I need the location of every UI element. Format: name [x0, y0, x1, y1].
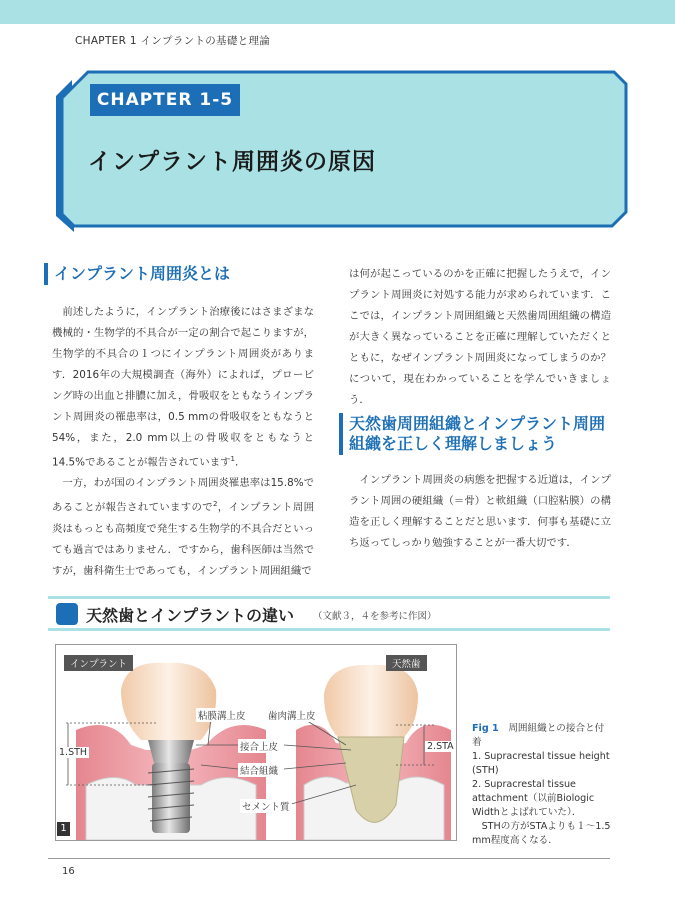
section-heading-line: 天然歯周囲組織とインプラント周囲 [349, 414, 606, 433]
running-head: CHAPTER 1 インプラントの基礎と理論 [75, 35, 271, 47]
paragraph-text: ，インプラント周囲炎はもっとも高頻度で発生する生物学的不具合だといっても過言ではありません．ですから，歯科医師は当然ですが，歯科衛生士であっても，インプラント周囲組織で [52, 501, 315, 577]
gingival-sulcus-label: 歯肉溝上皮 [266, 708, 318, 722]
figure-rule [48, 596, 610, 599]
left-column [52, 302, 314, 582]
figure-title: 天然歯とインプラントの違い [86, 606, 295, 625]
page-number: 16 [62, 866, 75, 877]
natural-tooth-tag: 天然歯 [386, 655, 427, 671]
section-heading [349, 414, 605, 454]
figure-square-icon [56, 603, 78, 625]
chapter-label: CHAPTER 1-5 [90, 84, 240, 116]
footer-rule [48, 858, 610, 859]
figure-illustration [55, 644, 457, 841]
implant-tag: インプラント [64, 655, 133, 671]
right-column [349, 264, 611, 411]
sth-label: 1.STH [59, 747, 88, 758]
section-marker [44, 263, 48, 285]
paragraph-text: ． [234, 456, 246, 469]
connective-tissue-label: 結合組織 [238, 763, 280, 777]
figure-caption [472, 722, 612, 848]
paragraph-text: 一方，わが国のインプラント周囲炎罹患率は15.8%であることが報告されていますので [52, 477, 314, 514]
caption-fig-label: Fig 1 [472, 723, 499, 734]
cementum-label: セメント質 [240, 799, 292, 813]
sta-label: 2.STA [427, 741, 454, 752]
chapter-box [0, 0, 675, 240]
chapter-title: インプラント周囲炎の原因 [88, 149, 376, 175]
caption-heading [472, 722, 612, 750]
section-heading-line: 組織を正しく理解しましょう [349, 434, 558, 453]
caption-note: STHの方がSTAよりも１〜1.5 mm程度高くなる． [472, 821, 611, 846]
paragraph-text: 前述したように，インプラント治療後にはさまざまな機械的・生物学的不具合が一定の割合で起こりますが，生物学的不具合の１つにインプラント周囲炎があります．2016年の大規模調査（海外）によれば，プロービング時の出血と排膿に加え，骨吸収をともなうインプラント周囲炎の罹患率は，0.5 mmの骨吸収をともなうと54%，また，2.0 mm以上の骨吸収をともなうと14.5%であることが報告されています [52, 306, 314, 469]
caption-item: 2. Supracrestal tissue attachment（以前Biologic Widthとよばれていた）． [472, 779, 595, 818]
caption-item: 1. Supracrestal tissue height (STH) [472, 751, 610, 776]
reference-mark: 2 [212, 500, 218, 509]
reference-mark: 1 [230, 455, 235, 463]
figure-number: 1 [57, 822, 70, 836]
paragraph: インプラント周囲炎の病態を把握する近道は，インプラント周囲の硬組織（＝骨）と軟組織（口腔粘膜）の構造を正しく理解することだと思います．何事も基礎に立ち返ってしっかり勉強することが一番大切です． [349, 474, 611, 549]
figure-reference: （文献３，４を参考に作図） [313, 611, 437, 622]
mucosal-sulcus-label: 粘膜溝上皮 [196, 708, 248, 722]
paragraph [52, 302, 314, 473]
caption-title: 周囲組織との接合と付着 [472, 723, 605, 748]
paragraph [52, 473, 314, 581]
right-column-2 [349, 470, 611, 554]
section-heading: インプラント周囲炎とは [54, 264, 231, 283]
figure-rule [48, 628, 610, 631]
section-marker [339, 413, 343, 455]
paragraph: は何が起こっているのかを正確に把握したうえで，インプラント周囲炎に対処する能力が求められています．ここでは，インプラント周囲組織と天然歯周囲組織の構造が大きく異なっていることを正確に理解していただくとともに，なぜインプラント周囲炎になってしまうのか？について，現在わかっていることを学んでいきましょう． [349, 268, 611, 406]
junctional-epithelium-label: 接合上皮 [238, 739, 280, 753]
